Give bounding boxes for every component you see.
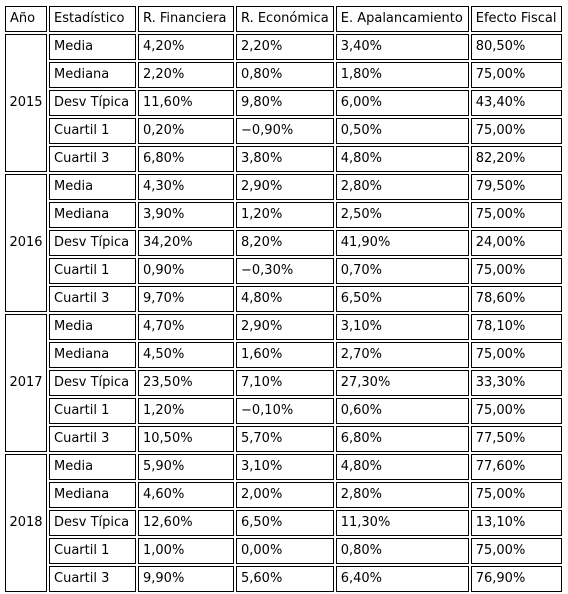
r-financiera-cell: 0,20%: [138, 118, 234, 144]
e-apalancamiento-cell: 3,10%: [336, 314, 469, 340]
e-apalancamiento-cell: 4,80%: [336, 454, 469, 480]
table-row: [5, 426, 562, 452]
e-apalancamiento-cell: 2,50%: [336, 202, 469, 228]
r-economica-cell: 8,20%: [236, 230, 334, 256]
table-row: [5, 286, 562, 312]
statistics-table: [3, 4, 564, 594]
r-economica-cell: 3,10%: [236, 454, 334, 480]
efecto-fiscal-cell: 78,10%: [471, 314, 562, 340]
r-financiera-cell: 2,20%: [138, 62, 234, 88]
e-apalancamiento-cell: 2,80%: [336, 482, 469, 508]
efecto-fiscal-cell: 75,00%: [471, 538, 562, 564]
statistic-cell: Cuartil 3: [49, 286, 136, 312]
statistic-cell: Cuartil 3: [49, 426, 136, 452]
r-financiera-cell: 4,20%: [138, 34, 234, 60]
r-financiera-cell: 4,70%: [138, 314, 234, 340]
table-row: [5, 398, 562, 424]
table-row: [5, 230, 562, 256]
statistic-cell: Media: [49, 34, 136, 60]
r-economica-cell: 1,20%: [236, 202, 334, 228]
r-financiera-cell: 3,90%: [138, 202, 234, 228]
statistic-cell: Desv Típica: [49, 230, 136, 256]
e-apalancamiento-cell: 3,40%: [336, 34, 469, 60]
year-cell: 2016: [5, 174, 47, 312]
efecto-fiscal-cell: 77,60%: [471, 454, 562, 480]
table-row: [5, 118, 562, 144]
table-row: [5, 174, 562, 200]
header-statistic: Estadístico: [49, 6, 136, 32]
r-financiera-cell: 10,50%: [138, 426, 234, 452]
efecto-fiscal-cell: 80,50%: [471, 34, 562, 60]
e-apalancamiento-cell: 27,30%: [336, 370, 469, 396]
efecto-fiscal-cell: 77,50%: [471, 426, 562, 452]
table-row: [5, 202, 562, 228]
efecto-fiscal-cell: 24,00%: [471, 230, 562, 256]
statistic-cell: Cuartil 3: [49, 566, 136, 592]
table-row: [5, 370, 562, 396]
statistic-cell: Media: [49, 454, 136, 480]
statistic-cell: Desv Típica: [49, 510, 136, 536]
r-economica-cell: 6,50%: [236, 510, 334, 536]
r-economica-cell: 9,80%: [236, 90, 334, 116]
table-body: [5, 34, 562, 592]
r-financiera-cell: 5,90%: [138, 454, 234, 480]
statistic-cell: Mediana: [49, 482, 136, 508]
table-row: [5, 510, 562, 536]
e-apalancamiento-cell: 0,70%: [336, 258, 469, 284]
statistic-cell: Mediana: [49, 62, 136, 88]
efecto-fiscal-cell: 43,40%: [471, 90, 562, 116]
header-r-economica: R. Económica: [236, 6, 334, 32]
statistic-cell: Mediana: [49, 342, 136, 368]
table-row: [5, 482, 562, 508]
e-apalancamiento-cell: 2,80%: [336, 174, 469, 200]
e-apalancamiento-cell: 41,90%: [336, 230, 469, 256]
header-e-apalancamiento: E. Apalancamiento: [336, 6, 469, 32]
e-apalancamiento-cell: 6,00%: [336, 90, 469, 116]
efecto-fiscal-cell: 13,10%: [471, 510, 562, 536]
statistic-cell: Desv Típica: [49, 90, 136, 116]
table-row: [5, 258, 562, 284]
table-row: [5, 342, 562, 368]
e-apalancamiento-cell: 1,80%: [336, 62, 469, 88]
table-row: [5, 90, 562, 116]
header-efecto-fiscal: Efecto Fiscal: [471, 6, 562, 32]
efecto-fiscal-cell: 82,20%: [471, 146, 562, 172]
r-financiera-cell: 9,70%: [138, 286, 234, 312]
efecto-fiscal-cell: 75,00%: [471, 62, 562, 88]
r-financiera-cell: 6,80%: [138, 146, 234, 172]
r-economica-cell: −0,90%: [236, 118, 334, 144]
year-cell: 2018: [5, 454, 47, 592]
statistic-cell: Cuartil 1: [49, 258, 136, 284]
r-economica-cell: 2,90%: [236, 174, 334, 200]
r-economica-cell: −0,30%: [236, 258, 334, 284]
statistic-cell: Cuartil 1: [49, 398, 136, 424]
r-financiera-cell: 1,20%: [138, 398, 234, 424]
table-row: [5, 34, 562, 60]
efecto-fiscal-cell: 75,00%: [471, 118, 562, 144]
r-financiera-cell: 23,50%: [138, 370, 234, 396]
r-financiera-cell: 4,30%: [138, 174, 234, 200]
table-row: [5, 314, 562, 340]
header-year: Año: [5, 6, 47, 32]
e-apalancamiento-cell: 2,70%: [336, 342, 469, 368]
r-economica-cell: 1,60%: [236, 342, 334, 368]
statistic-cell: Desv Típica: [49, 370, 136, 396]
statistic-cell: Cuartil 1: [49, 538, 136, 564]
r-financiera-cell: 4,60%: [138, 482, 234, 508]
e-apalancamiento-cell: 0,80%: [336, 538, 469, 564]
year-cell: 2015: [5, 34, 47, 172]
header-r-financiera: R. Financiera: [138, 6, 234, 32]
r-economica-cell: 5,60%: [236, 566, 334, 592]
e-apalancamiento-cell: 4,80%: [336, 146, 469, 172]
e-apalancamiento-cell: 0,60%: [336, 398, 469, 424]
efecto-fiscal-cell: 75,00%: [471, 342, 562, 368]
table-row: [5, 566, 562, 592]
statistic-cell: Cuartil 1: [49, 118, 136, 144]
e-apalancamiento-cell: 11,30%: [336, 510, 469, 536]
r-economica-cell: 0,80%: [236, 62, 334, 88]
efecto-fiscal-cell: 75,00%: [471, 398, 562, 424]
e-apalancamiento-cell: 6,80%: [336, 426, 469, 452]
r-economica-cell: 2,90%: [236, 314, 334, 340]
table-header: [5, 6, 562, 32]
table-row: [5, 62, 562, 88]
r-economica-cell: 0,00%: [236, 538, 334, 564]
e-apalancamiento-cell: 6,50%: [336, 286, 469, 312]
table-row: [5, 454, 562, 480]
statistic-cell: Mediana: [49, 202, 136, 228]
statistic-cell: Cuartil 3: [49, 146, 136, 172]
r-financiera-cell: 34,20%: [138, 230, 234, 256]
efecto-fiscal-cell: 75,00%: [471, 202, 562, 228]
efecto-fiscal-cell: 76,90%: [471, 566, 562, 592]
e-apalancamiento-cell: 6,40%: [336, 566, 469, 592]
efecto-fiscal-cell: 78,60%: [471, 286, 562, 312]
r-financiera-cell: 9,90%: [138, 566, 234, 592]
table-row: [5, 538, 562, 564]
r-economica-cell: 7,10%: [236, 370, 334, 396]
efecto-fiscal-cell: 75,00%: [471, 258, 562, 284]
r-economica-cell: 3,80%: [236, 146, 334, 172]
r-financiera-cell: 4,50%: [138, 342, 234, 368]
year-cell: 2017: [5, 314, 47, 452]
r-financiera-cell: 1,00%: [138, 538, 234, 564]
r-economica-cell: 5,70%: [236, 426, 334, 452]
efecto-fiscal-cell: 75,00%: [471, 482, 562, 508]
efecto-fiscal-cell: 79,50%: [471, 174, 562, 200]
table-row: [5, 146, 562, 172]
e-apalancamiento-cell: 0,50%: [336, 118, 469, 144]
statistic-cell: Media: [49, 314, 136, 340]
r-economica-cell: −0,10%: [236, 398, 334, 424]
r-financiera-cell: 12,60%: [138, 510, 234, 536]
r-economica-cell: 4,80%: [236, 286, 334, 312]
r-economica-cell: 2,20%: [236, 34, 334, 60]
header-row: [5, 6, 562, 32]
r-financiera-cell: 0,90%: [138, 258, 234, 284]
statistic-cell: Media: [49, 174, 136, 200]
efecto-fiscal-cell: 33,30%: [471, 370, 562, 396]
r-financiera-cell: 11,60%: [138, 90, 234, 116]
r-economica-cell: 2,00%: [236, 482, 334, 508]
